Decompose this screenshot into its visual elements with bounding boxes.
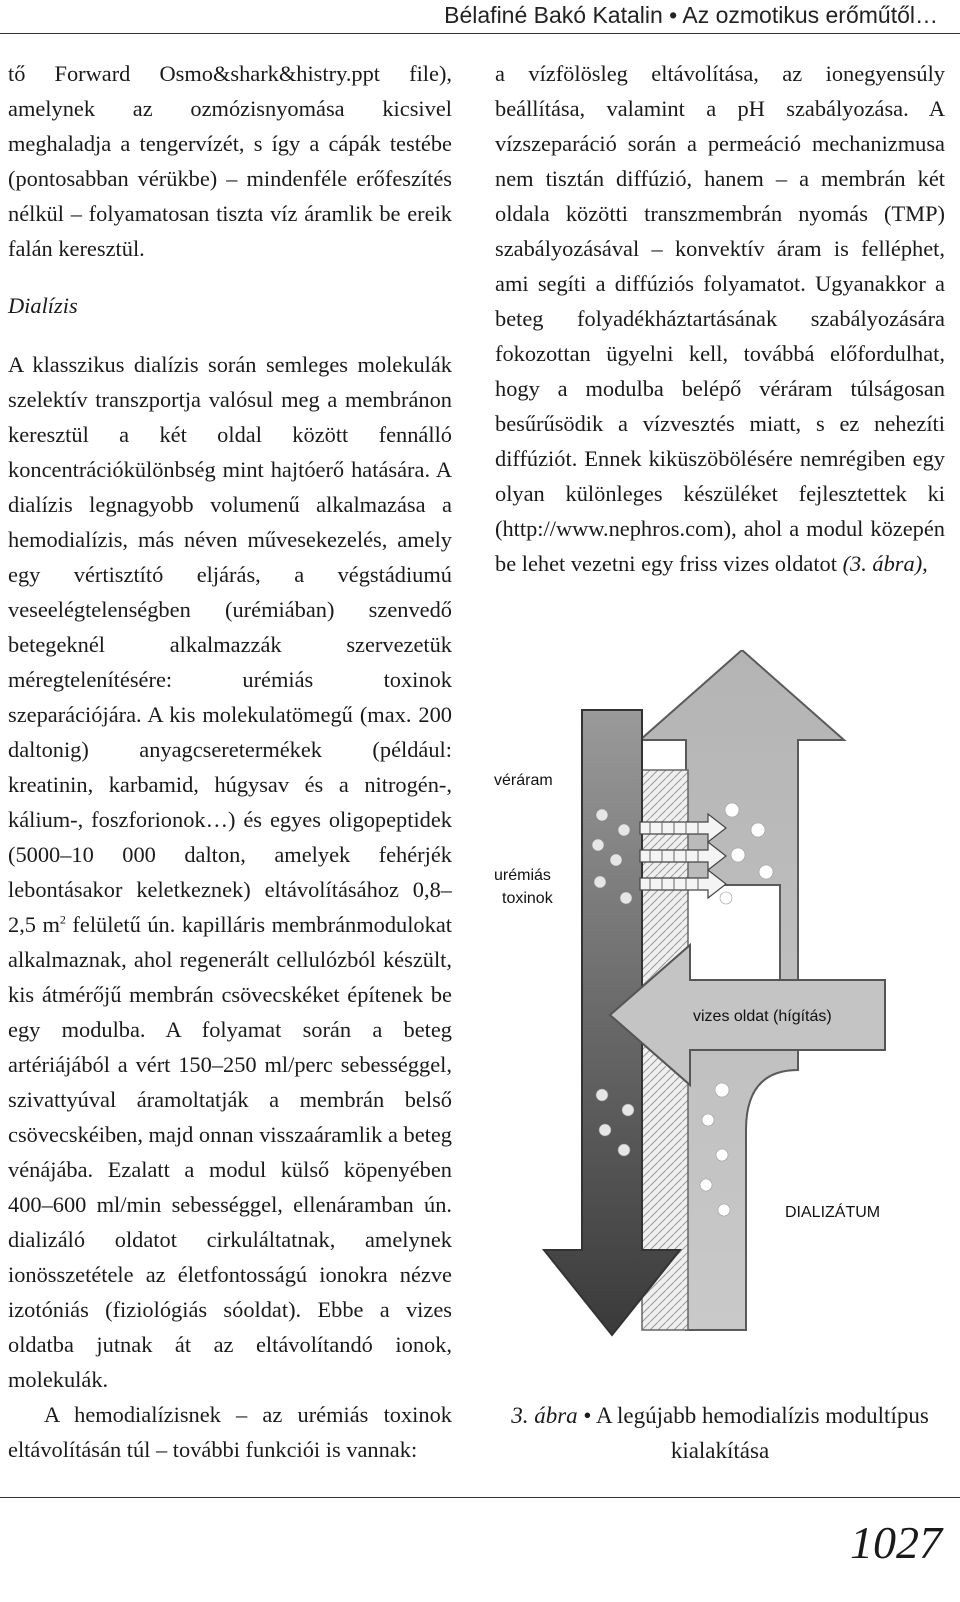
- label-uremic-toxins-1: urémiás: [494, 867, 551, 884]
- figure-caption-text: • A legújabb hemodialízis modultípus kialakítása: [577, 1403, 929, 1463]
- label-blood-flow: véráram: [494, 772, 553, 789]
- left-paragraph-1: tő Forward Osmo&shark&histry.ppt file), amelynek az ozmózisnyomása kicsivel meghaladja a tengervízét, s így a cápák testébe (pontosabban vérükbe) – mindenféle erőfeszítés nélkül – folyamatosan tiszta víz áramlik be ereik falán keresztül.: [8, 61, 452, 261]
- footer-rule: [0, 1497, 960, 1498]
- label-water-dilution: vizes oldat (hígítás): [693, 1008, 832, 1025]
- left-paragraph-3: A hemodialízisnek – az urémiás toxinok eltávolításán túl – további funkciói is vannak:: [8, 1402, 452, 1462]
- left-paragraph-2: [8, 347, 452, 1397]
- figure-reference: (3. ábra),: [842, 551, 928, 576]
- right-column: [495, 56, 945, 581]
- transfer-arrows: [640, 814, 726, 898]
- section-heading-dialysis: Dialízis: [8, 293, 78, 318]
- label-dialysate: DIALIZÁTUM: [785, 1204, 881, 1221]
- figure-caption-number: 3. ábra: [511, 1403, 578, 1428]
- label-uremic-toxins-2: toxinok: [502, 890, 553, 907]
- right-paragraph-1-text: a vízfölösleg eltávolítása, az ionegyensúly beállítása, valamint a pH szabályozása. A vízszeparáció során a permeáció mechanizmusa nem tisztán diffúzió, hanem – a membrán két oldala közötti transzmembrán nyomás (TMP) szabályozásával – konvektív áram is felléphet, ami segíti a diffúziós folyamatot. Ugyanakkor a beteg folyadékháztartásának szabályozására fokozottan ügyelni kell, továbbá előfordulhat, hogy a modulba belépő véráram túlságosan besűrűsödik a vízvesztés miatt, s ez nehezíti diffúziót. Ennek kiküszöbölésére nemrégiben egy olyan különleges készüléket fejlesztettek ki (http://www.nephros.com), ahol a modul közepén be lehet vezetni egy friss vizes oldatot: [495, 61, 945, 576]
- right-paragraph-1: [495, 56, 945, 581]
- figure-caption: [495, 1398, 945, 1468]
- hemodialysis-module-figure: [490, 650, 950, 1340]
- running-header: Bélafiné Bakó Katalin • Az ozmotikus erőműtől…: [444, 2, 938, 28]
- left-paragraph-2-part2: felületű ún. kapilláris membránmodulokat alkalmaznak, ahol regenerált cellulózból készült, kis átmérőjű membrán csövecskéket építenek be egy modulba. A folyamat során a beteg artériájából a vért 150–250 ml/perc sebességgel, szivattyúval áramoltatják a membrán belső csövecskéiben, majd onnan visszaáramlik a beteg vénájába. Ezalatt a modul külső köpenyében 400–600 ml/min sebességgel, ellenáramban ún. dializáló oldatot cirkuláltatnak, amelynek ionösszetétele az életfontosságú ionokra nézve izotóniás (fiziológiás sóoldat). Ebbe a vizes oldatba jutnak át az eltávolítandó ionok, molekulák.: [8, 912, 452, 1392]
- left-column: [8, 56, 452, 1467]
- figure-illustration: [490, 650, 950, 1340]
- header-rule: [0, 33, 960, 34]
- superscript: 2: [59, 912, 66, 927]
- page-number: 1027: [850, 1517, 942, 1568]
- left-paragraph-2-part1: A klasszikus dialízis során semleges molekulák szelektív transzportja valósul meg a membránon keresztül a két oldal között fennálló koncentrációkülönbség mint hajtóerő hatására. A dialízis legnagyobb volumenű alkalmazása a hemodialízis, más néven művesekezelés, amely egy vértisztító eljárás, a végstádiumú veseelégtelenségben (urémiában) szenvedő betegeknél alkalmazzák szervezetük méregtelenítésére: urémiás toxinok szeparációjára. A kis molekulatömegű (max. 200 daltonig) anyagcseretermékek (például: kreatinin, karbamid, húgysav és a nitrogén-, kálium-, foszforionok…) és egyes oligopeptidek (5000–10 000 dalton, amelyek fehérjék lebontásakor keletkeznek) eltávolításához 0,8–2,5 m: [8, 352, 452, 937]
